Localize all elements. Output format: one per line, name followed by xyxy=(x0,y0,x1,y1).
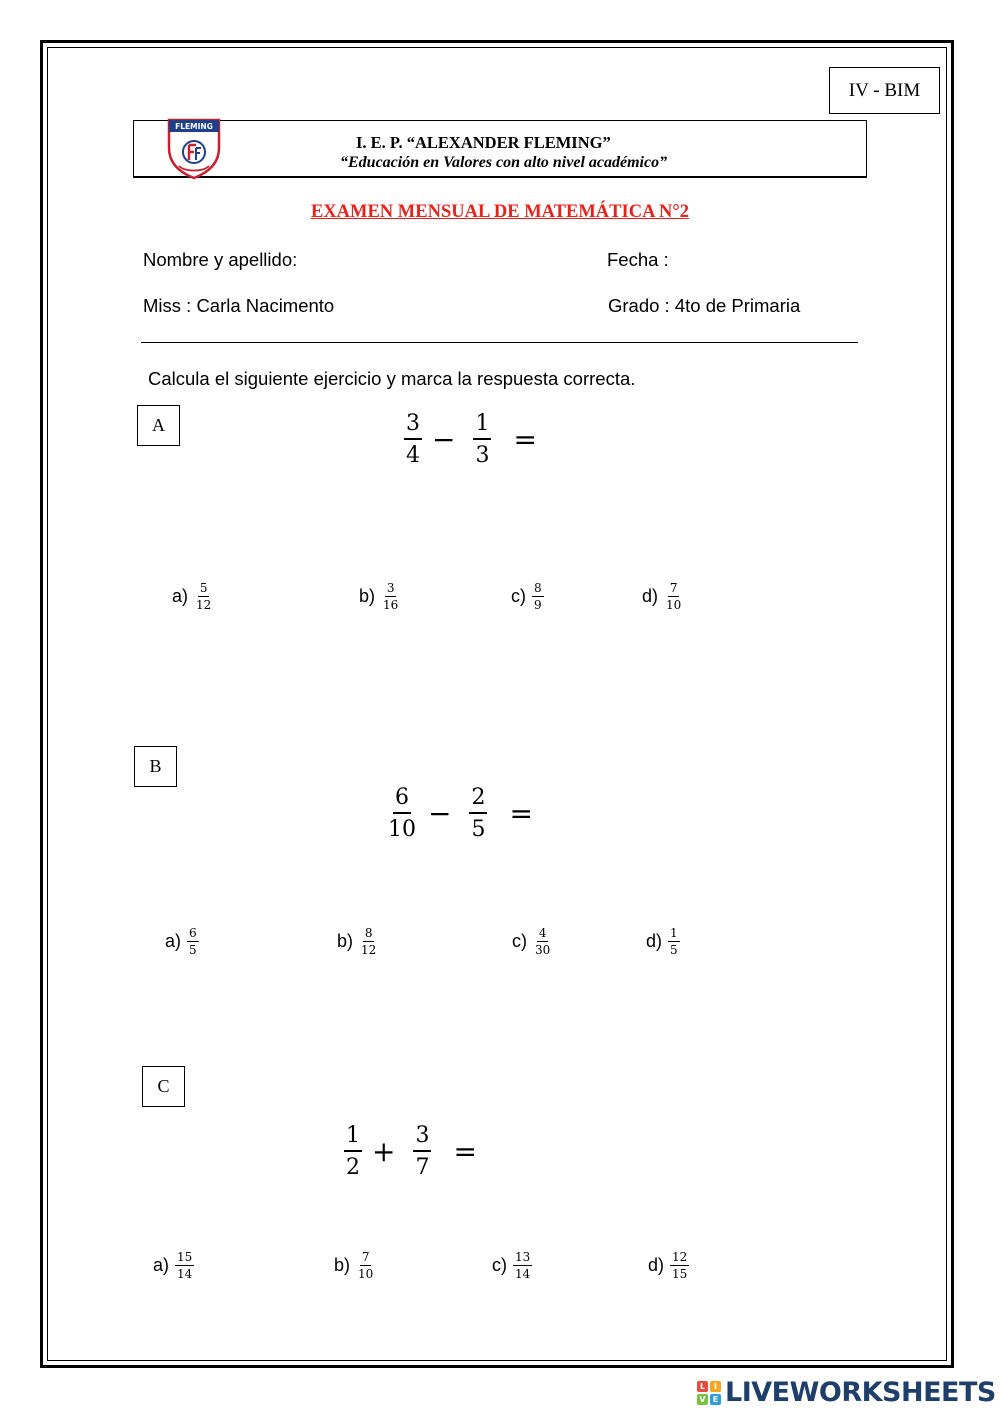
logo-tile: V xyxy=(697,1394,708,1405)
option-label: a) xyxy=(165,931,182,952)
denominator: 3 xyxy=(475,443,490,469)
numerator: 3 xyxy=(386,581,395,595)
fraction xyxy=(469,786,487,841)
fraction xyxy=(404,412,422,467)
option-c[interactable] xyxy=(511,582,544,611)
option-label: d) xyxy=(646,931,663,952)
instruction-text: Calcula el siguiente ejercicio y marca la respuesta correcta. xyxy=(148,368,636,389)
numerator: 13 xyxy=(515,1250,531,1264)
option-a[interactable] xyxy=(165,927,199,956)
logo-tile: I xyxy=(710,1381,721,1392)
denominator: 12 xyxy=(361,942,377,957)
school-name: I. E. P. “ALEXANDER FLEMING” xyxy=(356,133,611,152)
teacher-label: Miss : Carla Nacimento xyxy=(143,295,335,316)
denominator: 30 xyxy=(535,942,551,957)
name-label: Nombre y apellido: xyxy=(143,249,298,270)
numerator: 1 xyxy=(473,412,491,440)
option-fraction xyxy=(381,582,400,611)
school-motto: “Educación en Valores con alto nivel académico” xyxy=(340,154,668,171)
operator: − xyxy=(432,423,456,457)
option-label: b) xyxy=(337,931,354,952)
option-fraction xyxy=(668,927,680,956)
denominator: 14 xyxy=(177,1266,193,1281)
option-label: d) xyxy=(642,586,659,607)
option-d[interactable] xyxy=(646,927,680,956)
option-a[interactable] xyxy=(172,582,213,611)
numerator: 5 xyxy=(199,581,208,595)
denominator: 10 xyxy=(358,1266,374,1281)
numerator: 1 xyxy=(670,926,678,940)
denominator: 16 xyxy=(383,597,399,612)
option-d[interactable] xyxy=(648,1251,689,1280)
question-a-equation xyxy=(404,412,537,467)
numerator: 7 xyxy=(669,581,678,595)
option-label: c) xyxy=(512,931,527,952)
numerator: 7 xyxy=(361,1250,370,1264)
grade-label: Grado : 4to de Primaria xyxy=(608,295,801,316)
bimester-box: IV - BIM xyxy=(829,67,940,114)
option-label: c) xyxy=(511,586,526,607)
option-fraction xyxy=(533,927,552,956)
liveworksheets-logo-icon xyxy=(697,1381,721,1405)
option-fraction xyxy=(175,1251,194,1280)
option-label: d) xyxy=(648,1255,665,1276)
denominator: 14 xyxy=(515,1266,531,1281)
denominator: 7 xyxy=(415,1155,430,1181)
denominator: 9 xyxy=(534,597,542,612)
option-label: b) xyxy=(334,1255,351,1276)
denominator: 5 xyxy=(189,942,197,957)
equals-sign: = xyxy=(453,1135,477,1169)
option-a[interactable] xyxy=(153,1251,194,1280)
numerator: 12 xyxy=(672,1250,688,1264)
denominator: 4 xyxy=(406,443,420,469)
question-b-equation xyxy=(386,786,533,841)
question-a-label: A xyxy=(137,405,180,446)
option-fraction xyxy=(513,1251,532,1280)
fraction xyxy=(386,786,418,841)
exam-title: EXAMEN MENSUAL DE MATEMÁTICA N°2 xyxy=(310,202,690,222)
option-fraction xyxy=(664,582,683,611)
liveworksheets-text: LIVEWORKSHEETS xyxy=(725,1377,996,1408)
option-c[interactable] xyxy=(512,927,552,956)
logo-text: FLEMING xyxy=(175,122,213,131)
fraction xyxy=(413,1124,431,1179)
option-b[interactable] xyxy=(334,1251,375,1280)
option-label: b) xyxy=(359,586,376,607)
option-fraction xyxy=(187,927,199,956)
denominator: 5 xyxy=(471,817,486,843)
numerator: 2 xyxy=(469,786,487,814)
option-label: a) xyxy=(172,586,189,607)
numerator: 3 xyxy=(404,412,422,440)
date-label: Fecha : xyxy=(607,249,669,270)
numerator: 3 xyxy=(413,1124,431,1152)
option-fraction xyxy=(670,1251,689,1280)
numerator: 15 xyxy=(177,1250,193,1264)
fraction xyxy=(344,1124,362,1179)
denominator: 10 xyxy=(388,817,416,843)
option-fraction xyxy=(194,582,213,611)
numerator: 6 xyxy=(189,926,197,940)
numerator: 8 xyxy=(364,926,373,940)
equals-sign: = xyxy=(509,797,533,831)
liveworksheets-watermark xyxy=(697,1377,996,1408)
numerator: 1 xyxy=(344,1124,362,1152)
school-logo-icon xyxy=(165,118,223,180)
option-b[interactable] xyxy=(359,582,400,611)
denominator: 5 xyxy=(670,942,678,957)
numerator: 8 xyxy=(534,581,542,595)
denominator: 12 xyxy=(196,597,212,612)
page-inner-border xyxy=(47,47,947,1361)
equals-sign: = xyxy=(513,423,537,457)
option-label: a) xyxy=(153,1255,170,1276)
option-fraction xyxy=(356,1251,375,1280)
operator: − xyxy=(428,797,452,831)
logo-tile: L xyxy=(697,1381,708,1392)
option-label: c) xyxy=(492,1255,507,1276)
question-c-equation xyxy=(344,1124,477,1179)
operator: + xyxy=(372,1135,396,1169)
denominator: 10 xyxy=(666,597,682,612)
divider-line xyxy=(141,342,858,343)
option-fraction xyxy=(532,582,544,611)
fraction xyxy=(473,412,491,467)
numerator: 6 xyxy=(393,786,411,814)
option-fraction xyxy=(359,927,378,956)
denominator: 2 xyxy=(346,1155,360,1181)
option-b[interactable] xyxy=(337,927,378,956)
denominator: 15 xyxy=(672,1266,688,1281)
logo-tile: E xyxy=(710,1394,721,1405)
option-c[interactable] xyxy=(492,1251,532,1280)
question-c-label: C xyxy=(142,1066,185,1107)
option-d[interactable] xyxy=(642,582,683,611)
question-b-label: B xyxy=(134,746,177,787)
numerator: 4 xyxy=(538,926,547,940)
